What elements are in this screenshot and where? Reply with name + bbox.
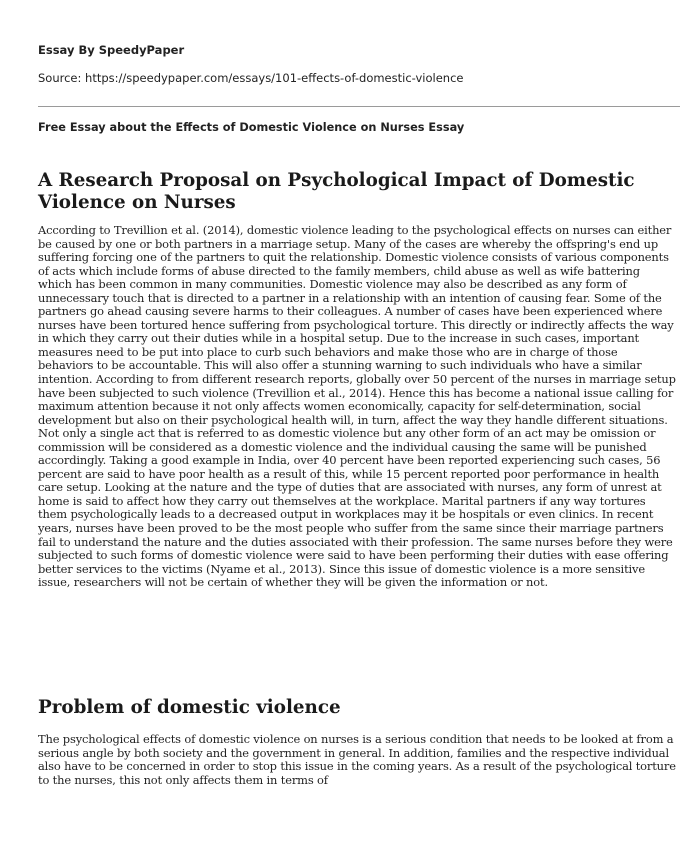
body-paragraph-2: The psychological effects of domestic violence on nurses is a serious condition that needs to be looked at from a serious angle by both society and the government in general. In addition, families and the respective individual also have to be concerned in order to stop this issue in the coming years. As a result of the psychological torture to the nurses, this not only affects them in terms of — [38, 732, 676, 787]
essay-title-header: Free Essay about the Effects of Domestic Violence on Nurses Essay — [38, 121, 465, 134]
page-title: A Research Proposal on Psychological Impact of Domestic Violence on Nurses — [38, 170, 635, 213]
source-line: Source: https://speedypaper.com/essays/101-effects-of-domestic-violence — [38, 71, 464, 85]
brand-header: Essay By SpeedyPaper — [38, 43, 185, 57]
body-paragraph-1: According to Trevillion et al. (2014), domestic violence leading to the psychological effects on nurses can either be caused by one or both partners in a marriage setup. Many of the cases are whereby the offspring's end up suffering forcing one of the partners to quit the relationship. Domestic violence consists of various components of acts which include forms of abuse directed to the family members, child abuse as well as wife battering which has been common in many communities. Domestic violence may also be described as any form of unnecessary touch that is directed to a partner in a relationship with an intention of causing fear. Some of the partners go ahead causing severe harms to their colleagues. A number of cases have been experienced where nurses have been tortured hence suffering from psychological torture. This directly or indirectly affects the way in which they carry out their duties while in a hospital setup. Due to the increase in such cases, important measures need to be put into place to curb such behaviors and make those who are in charge of those behaviors to be accountable. This will also offer a stunning warning to such individuals who have a similar intention. According to from different research reports, globally over 50 percent of the nurses in marriage setup have been subjected to such violence (Trevillion et al., 2014). Hence this has become a national issue calling for maximum attention because it not only affects women economically, capacity for self-determination, social development but also on their psychological health will, in turn, affect the way they handle different situations. Not only a single act that is referred to as domestic violence but any other form of an act may be omission or commission will be considered as a domestic violence and the individual causing the same will be punished accordingly. Taking a good example in India, over 40 percent have been reported experiencing such cases, 56 percent are said to have poor health as a result of this, while 15 percent reported poor performance in health care setup. Looking at the nature and the type of duties that are associated with nurses, any form of unrest at home is said to affect how they carry out themselves at the workplace. Marital partners if any way tortures them psychologically leads to a decreased output in workplaces may it be hospitals or even clinics. In recent years, nurses have been proved to be the most people who suffer from the same since their marriage partners fail to understand the nature and the duties associated with their profession. The same nurses before they were subjected to such forms of domestic violence were said to have been performing their duties with ease offering better services to the victims (Nyame et al., 2013). Since this issue of domestic violence is a more sensitive issue, researchers will not be certain of whether they will be given the information or not. — [38, 223, 676, 590]
section-heading: Problem of domestic violence — [38, 697, 341, 718]
header-divider — [38, 106, 680, 107]
